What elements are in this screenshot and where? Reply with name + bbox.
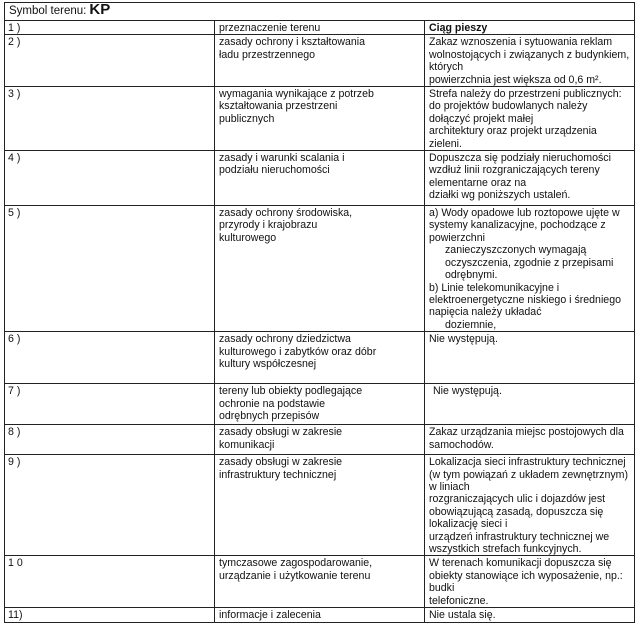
row-topic <box>215 87 425 151</box>
row-number: 6 ) <box>5 332 215 384</box>
table-row <box>5 151 635 206</box>
table-row <box>5 455 635 556</box>
topic-line: zasady obsługi w zakresie <box>219 456 343 469</box>
provision-line: urządzeń infrastruktury technicznej we wszystkich strefach funkcyjnych. <box>429 530 610 555</box>
symbol-label: Symbol terenu: <box>9 5 87 17</box>
row-number: 7 ) <box>5 384 215 425</box>
row-provision <box>425 206 635 332</box>
provision-line: b) Linie telekomunikacyjne i elektroenergetyczne niskiego i średniego napięcia należy układać <box>429 281 621 319</box>
provision-line: Lokalizacja sieci infrastruktury technicznej (w tym powiązań z układem zewnętrznym) w liniach <box>429 456 628 493</box>
purpose-value: Ciąg pieszy <box>425 21 635 35</box>
provision-line: Dopuszcza się podziały nieruchomości wzdłuż linii rozgraniczających tereny elementarne oraz na <box>429 152 611 189</box>
table-row <box>5 608 635 623</box>
row-number: 1 ) <box>5 21 215 35</box>
provision-line: telefoniczne. <box>429 594 489 607</box>
topic-line: kulturowego <box>219 231 277 244</box>
table-row <box>5 332 635 384</box>
topic-line: zasady ochrony i kształtowania <box>219 36 366 49</box>
topic-line: publicznych <box>219 112 275 125</box>
provision-line: Zakaz urządzania miejsc postojowych dla samochodów. <box>429 426 624 451</box>
row-topic <box>215 332 425 384</box>
topic-line: zasady obsługi w zakresie <box>219 426 343 439</box>
topic-line: ochronie na podstawie <box>219 397 326 410</box>
symbol-cell <box>5 3 635 21</box>
table-row <box>5 206 635 332</box>
provision-line: Strefa należy do przestrzeni publicznych: do projektów budowlanych należy dołączyć projekt małej <box>429 88 622 125</box>
table-row <box>5 556 635 608</box>
topic-line: przyrody i krajobrazu <box>219 219 318 232</box>
provision-line: a) Wody opadowe lub roztopowe ujęte w systemy kanalizacyjne, pochodzące z powierzchni <box>429 207 620 244</box>
row-number: 5 ) <box>5 206 215 332</box>
row-provision <box>425 608 635 623</box>
provision-line: powierzchnia jest większa od 0,6 m². <box>429 73 602 86</box>
topic-line: zasady ochrony środowiska, <box>219 207 353 220</box>
row-provision <box>425 87 635 151</box>
purpose-label: przeznaczenie terenu <box>215 21 425 35</box>
row-topic <box>215 608 425 623</box>
topic-line: komunikacji <box>219 438 275 451</box>
provision-line: rozgraniczających ulic i dojazdów jest obowiązującą zasadą, dopuszcza się lokalizację sieci i <box>429 493 606 531</box>
zoning-document <box>4 2 635 623</box>
row-number: 8 ) <box>5 425 215 455</box>
provision-line: W terenach komunikacji dopuszcza się obiekty stanowiące ich wyposażenie, np.: budki <box>429 557 623 595</box>
provision-line: doziemnie, <box>445 318 497 331</box>
row-topic <box>215 556 425 608</box>
topic-line: podziału nieruchomości <box>219 164 330 177</box>
row-topic <box>215 384 425 425</box>
topic-line: ładu przestrzennego <box>219 48 315 61</box>
topic-line: kształtowania przestrzeni <box>219 100 338 113</box>
row-number: 4 ) <box>5 151 215 206</box>
symbol-row <box>5 3 635 21</box>
row-topic <box>215 35 425 87</box>
row-topic <box>215 206 425 332</box>
zoning-table <box>4 2 635 623</box>
row-topic <box>215 455 425 556</box>
topic-line: tymczasowe zagospodarowanie, <box>219 557 373 570</box>
provision-line: Zakaz wznoszenia i sytuowania reklam wolnostojących i związanych z budynkiem, których <box>429 36 630 74</box>
table-row <box>5 384 635 425</box>
topic-line: zasady i warunki scalania i <box>219 152 345 165</box>
provision-line: architektury oraz projekt urządzenia zieleni. <box>429 125 597 150</box>
row-provision <box>425 455 635 556</box>
topic-line: wymagania wynikające z potrzeb <box>219 88 374 101</box>
row-provision <box>425 151 635 206</box>
row-number: 9 ) <box>5 455 215 556</box>
row-provision <box>425 35 635 87</box>
topic-line: zasady ochrony dziedzictwa <box>219 333 351 346</box>
provision-line: Nie występują. <box>433 385 502 398</box>
symbol-code: KP <box>89 1 111 18</box>
row-provision <box>425 384 635 425</box>
topic-line: kulturowego i zabytków oraz dóbr <box>219 345 377 358</box>
row-number: 11) <box>5 608 215 623</box>
topic-line: informacje i zalecenia <box>219 609 321 621</box>
row-provision <box>425 332 635 384</box>
provision-line: działki wg poniższych ustaleń. <box>429 189 571 202</box>
topic-line: infrastruktury technicznej <box>219 468 337 481</box>
topic-line: kultury współczesnej <box>219 357 317 370</box>
table-row <box>5 87 635 151</box>
row-number: 2 ) <box>5 35 215 87</box>
row-topic <box>215 151 425 206</box>
provision-line: Nie ustala się. <box>429 609 496 621</box>
table-row <box>5 35 635 87</box>
topic-line: urządzanie i użytkowanie terenu <box>219 569 371 582</box>
row-number: 1 0 <box>5 556 215 608</box>
row-number: 3 ) <box>5 87 215 151</box>
provision-line: Nie występują. <box>429 333 498 346</box>
topic-line: tereny lub obiekty podlegające <box>219 385 363 398</box>
purpose-row <box>5 21 635 35</box>
topic-line: odrębnych przepisów <box>219 409 320 422</box>
provision-line: zanieczyszczonych wymagają oczyszczenia, zgodnie z przepisami odrębnymi. <box>445 244 614 282</box>
row-provision <box>425 556 635 608</box>
